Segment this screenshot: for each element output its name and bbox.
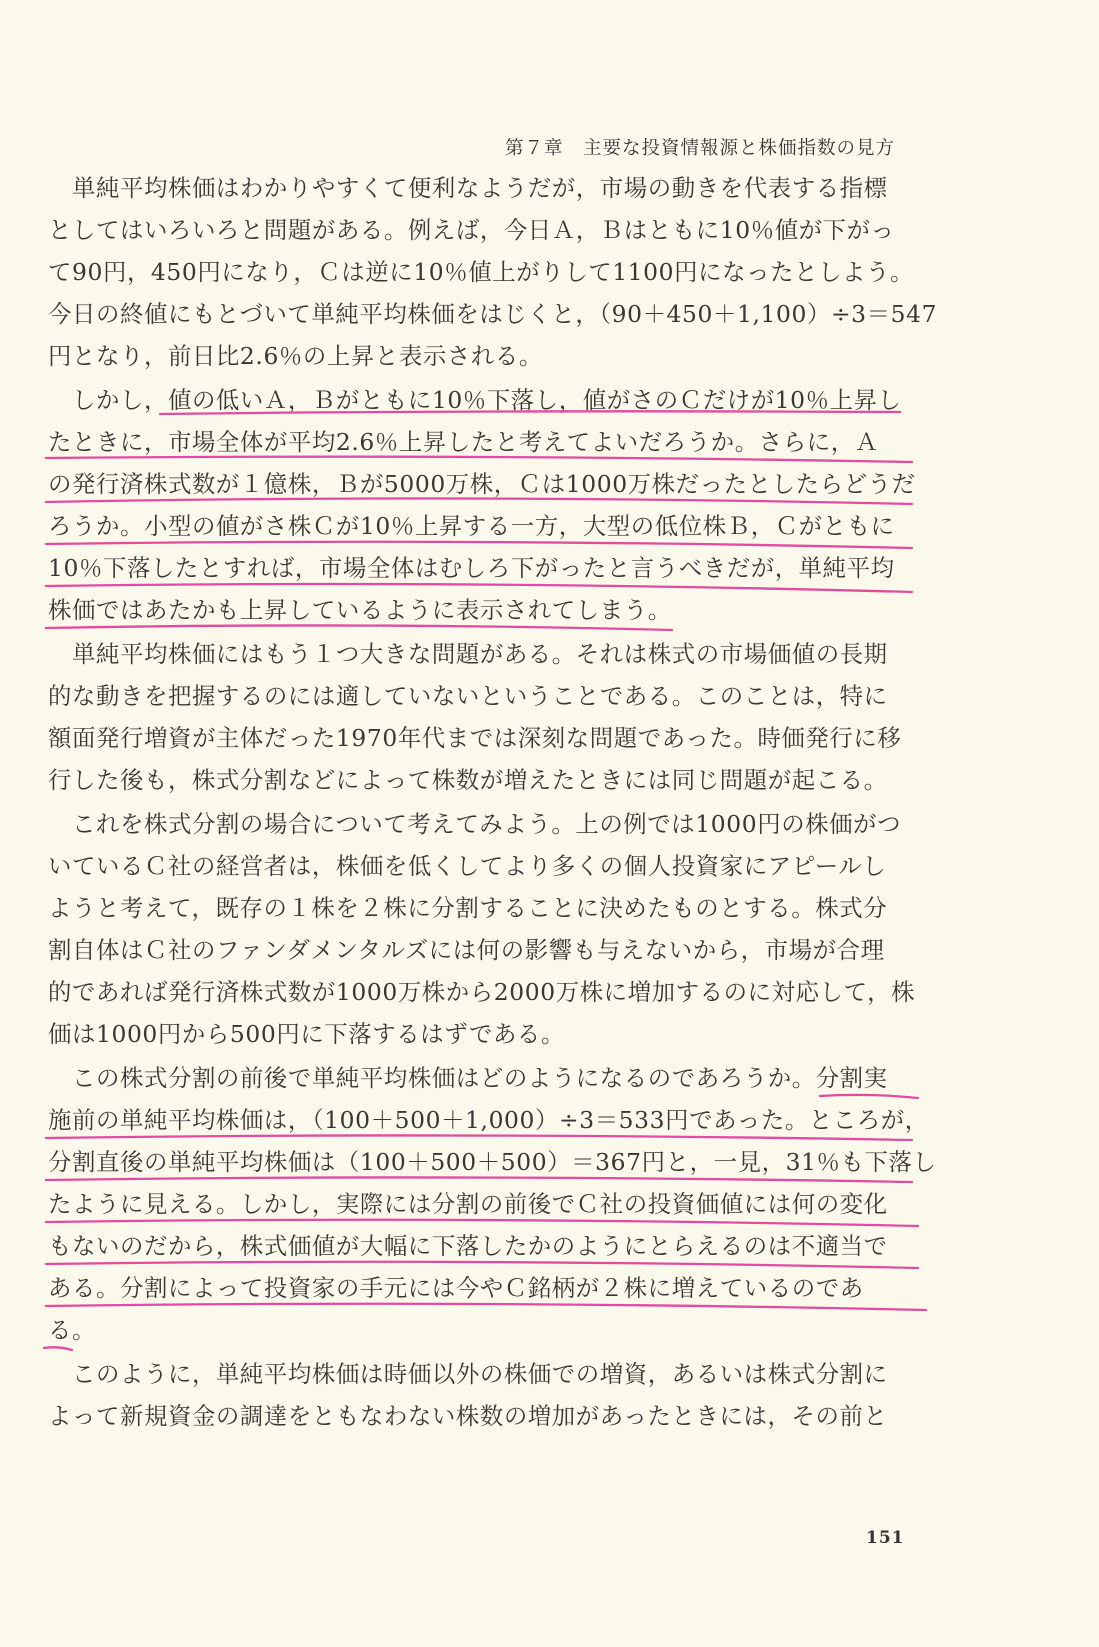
text-line: もないのだから，株式価値が大幅に下落したかのようにとらえるのは不適当で — [48, 1232, 888, 1260]
text-line: しかし，値の低いＡ，Ｂがともに10％下落し，値がさのＣだけが10％上昇し — [48, 386, 902, 414]
text-line: 価は1000円から500円に下落するはずである。 — [48, 1020, 565, 1048]
text-line: 的な動きを把握するのには適していないということである。このことは，特に — [48, 682, 888, 710]
text-line: る。 — [48, 1316, 96, 1344]
text-line: いているＣ社の経営者は，株価を低くしてより多くの個人投資家にアピールし — [48, 852, 887, 880]
text-line: 的であれば発行済株式数が1000万株から2000万株に増加するのに対応して，株 — [48, 978, 916, 1006]
text-line: の発行済株式数が１億株，Ｂが5000万株，Ｃは1000万株だったとしたらどうだ — [48, 470, 916, 498]
text-line: 施前の単純平均株価は，（100＋500＋1,000）÷3＝533円であった。ところが， — [48, 1106, 929, 1134]
text-line: て90円，450円になり，Ｃは逆に10％値上がりして1100円になったとしよう。 — [48, 258, 915, 286]
text-line: たように見える。しかし，実際には分割の前後でＣ社の投資価値には何の変化 — [48, 1190, 888, 1218]
text-line: 今日の終値にもとづいて単純平均株価をはじくと，（90＋450＋1,100）÷3＝547 — [48, 300, 938, 328]
text-line: この株式分割の前後で単純平均株価はどのようになるのであろうか。分割実 — [48, 1064, 888, 1092]
text-line: よって新規資金の調達をともなわない株数の増加があったときには，その前と — [48, 1402, 888, 1430]
text-line: これを株式分割の場合について考えてみよう。上の例では1000円の株価がつ — [48, 810, 902, 838]
text-line: 円となり，前日比2.6％の上昇と表示される。 — [48, 342, 543, 370]
text-line: 割自体はＣ社のファンダメンタルズには何の影響も与えないから，市場が合理 — [48, 936, 885, 964]
text-line: 株価ではあたかも上昇しているように表示されてしまう。 — [48, 596, 672, 624]
text-line: ろうか。小型の値がさ株Ｃが10％上昇する一方，大型の低位株Ｂ，Ｃがともに — [48, 512, 895, 540]
text-line: たときに，市場全体が平均2.6％上昇したと考えてよいだろうか。さらに，Ａ — [48, 428, 879, 456]
text-line: ようと考えて，既存の１株を２株に分割することに決めたものとする。株式分 — [48, 894, 888, 922]
running-head: 第７章 主要な投資情報源と株価指数の見方 — [505, 138, 896, 159]
text-line: ある。分割によって投資家の手元には今やＣ銘柄が２株に増えているのであ — [48, 1274, 864, 1302]
text-line: 単純平均株価にはもう１つ大きな問題がある。それは株式の市場価値の長期 — [48, 640, 888, 668]
text-line: 行した後も，株式分割などによって株数が増えたときには同じ問題が起こる。 — [48, 766, 888, 794]
text-line: このように，単純平均株価は時価以外の株価での増資，あるいは株式分割に — [48, 1360, 888, 1388]
text-line: 10％下落したとすれば，市場全体はむしろ下がったと言うべきだが，単純平均 — [48, 554, 895, 582]
text-line: 分割直後の単純平均株価は（100＋500＋500）＝367円と，一見，31％も下落し — [48, 1148, 937, 1176]
text-line: 額面発行増資が主体だった1970年代までは深刻な問題であった。時価発行に移 — [48, 724, 902, 752]
text-line: 単純平均株価はわかりやすくて便利なようだが，市場の動きを代表する指標 — [48, 174, 888, 202]
text-line: としてはいろいろと問題がある。例えば，今日Ａ，Ｂはともに10％値が下がっ — [48, 216, 895, 244]
page-number: 151 — [866, 1528, 905, 1548]
